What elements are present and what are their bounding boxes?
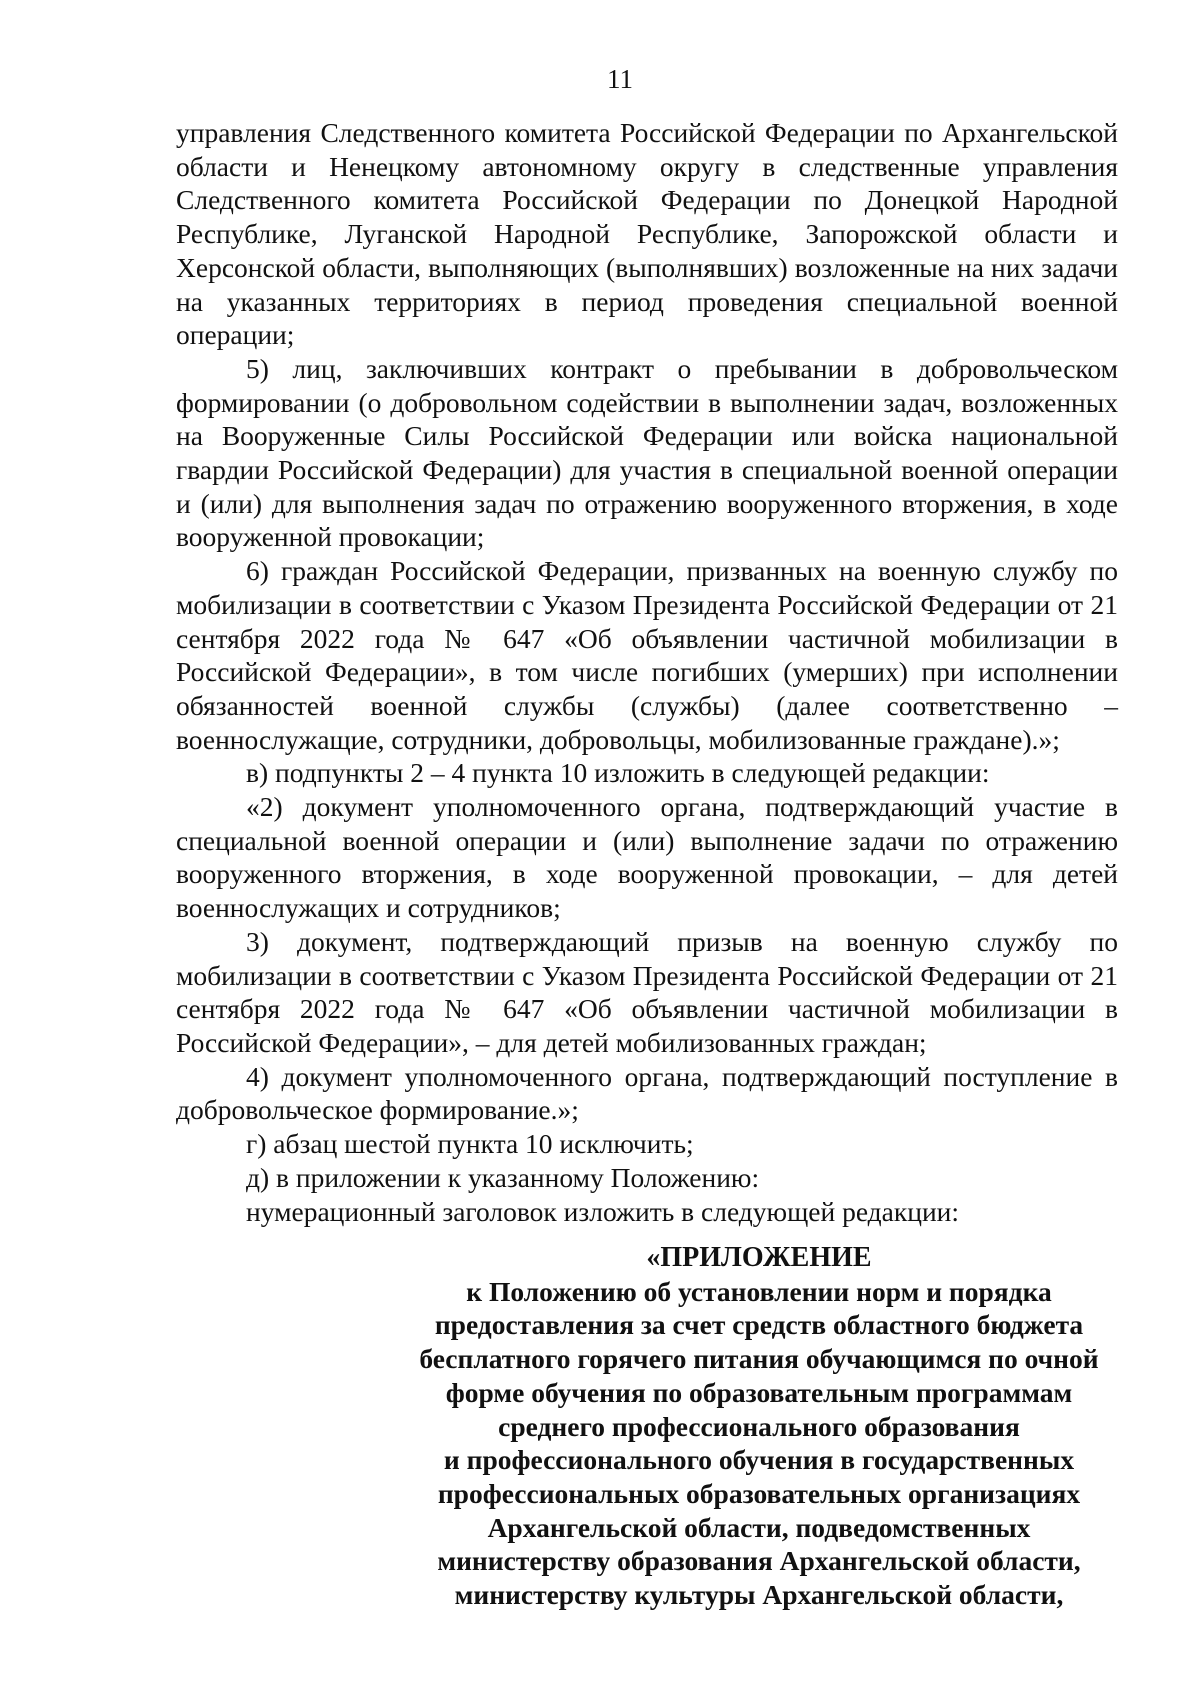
appendix-line: профессиональных образовательных организациях <box>437 1477 1081 1509</box>
paragraph-subitem-v: в) подпункты 2 – 4 пункта 10 изложить в следующей редакции: <box>246 757 990 789</box>
appendix-line: министерству культуры Архангельской области, <box>454 1579 1064 1611</box>
appendix-line: Архангельской области, подведомственных <box>487 1511 1031 1543</box>
appendix-line: министерству образования Архангельской области, <box>437 1545 1081 1577</box>
paragraph-item-5: 5) лиц, заключивших контракт о пребывании в добровольческом формировании (о добровольном содействии в выполнении задач, возложенных на Вооруженные Силы Российской Федерации или войска национальной гвардии Российской Федерации) для участия в специальной военной операции и (или) для выполнения задач по отражению вооруженного вторжения, в ходе вооруженной провокации; <box>176 352 1118 553</box>
appendix-line: среднего профессионального образования <box>498 1410 1020 1442</box>
paragraph-heading-instruction: нумерационный заголовок изложить в следующей редакции: <box>246 1195 960 1227</box>
paragraph-item-2: «2) документ уполномоченного органа, подтверждающий участие в специальной военной операции и (или) выполнение задачи по отражению вооруженного вторжения, в ходе вооруженной провокации, – для детей военнослужащих и сотрудников; <box>176 791 1118 924</box>
paragraph-subitem-d: д) в приложении к указанному Положению: <box>246 1161 760 1193</box>
paragraph-item-6: 6) граждан Российской Федерации, призванных на военную службу по мобилизации в соответствии с Указом Президента Российской Федерации от 21 сентября 2022 года № 647 «Об объявлении частичной мобилизации в Российской Федерации», в том числе погибших (умерших) при исполнении обязанностей военной службы (службы) (далее соответственно – военнослужащие, сотрудники, добровольцы, мобилизованные граждане).»; <box>176 555 1118 755</box>
paragraph-item-3: 3) документ, подтверждающий призыв на военную службу по мобилизации в соответствии с Указом Президента Российской Федерации от 21 сентября 2022 года № 647 «Об объявлении частичной мобилизации в Российской Федерации», – для детей мобилизованных граждан; <box>176 925 1118 1058</box>
paragraph-continuation: управления Следственного комитета Российской Федерации по Архангельской области и Ненецкому автономному округу в следственные управления Следственного комитета Российской Федерации по Донецкой Народной Республике, Луганской Народной Республике, Запорожской области и Херсонской области, выполняющих (выполнявших) возложенные на них задачи на указанных территориях в период проведения специальной военной операции; <box>176 117 1118 351</box>
appendix-title: «ПРИЛОЖЕНИЕ <box>646 1242 872 1273</box>
paragraph-item-4: 4) документ уполномоченного органа, подтверждающий поступление в добровольческое формирование.»; <box>176 1060 1118 1126</box>
appendix-line: и профессионального обучения в государственных <box>443 1444 1075 1476</box>
page-number: 11 <box>607 64 633 94</box>
paragraph-subitem-g: г) абзац шестой пункта 10 исключить; <box>246 1128 694 1160</box>
appendix-line: форме обучения по образовательным программам <box>445 1376 1073 1408</box>
body-text <box>176 116 1118 1228</box>
appendix-heading <box>397 1241 1121 1612</box>
appendix-line: бесплатного горячего питания обучающимся по очной <box>419 1343 1099 1375</box>
appendix-line: к Положению об установлении норм и порядка <box>466 1275 1052 1307</box>
appendix-line: предоставления за счет средств областного бюджета <box>434 1309 1084 1341</box>
